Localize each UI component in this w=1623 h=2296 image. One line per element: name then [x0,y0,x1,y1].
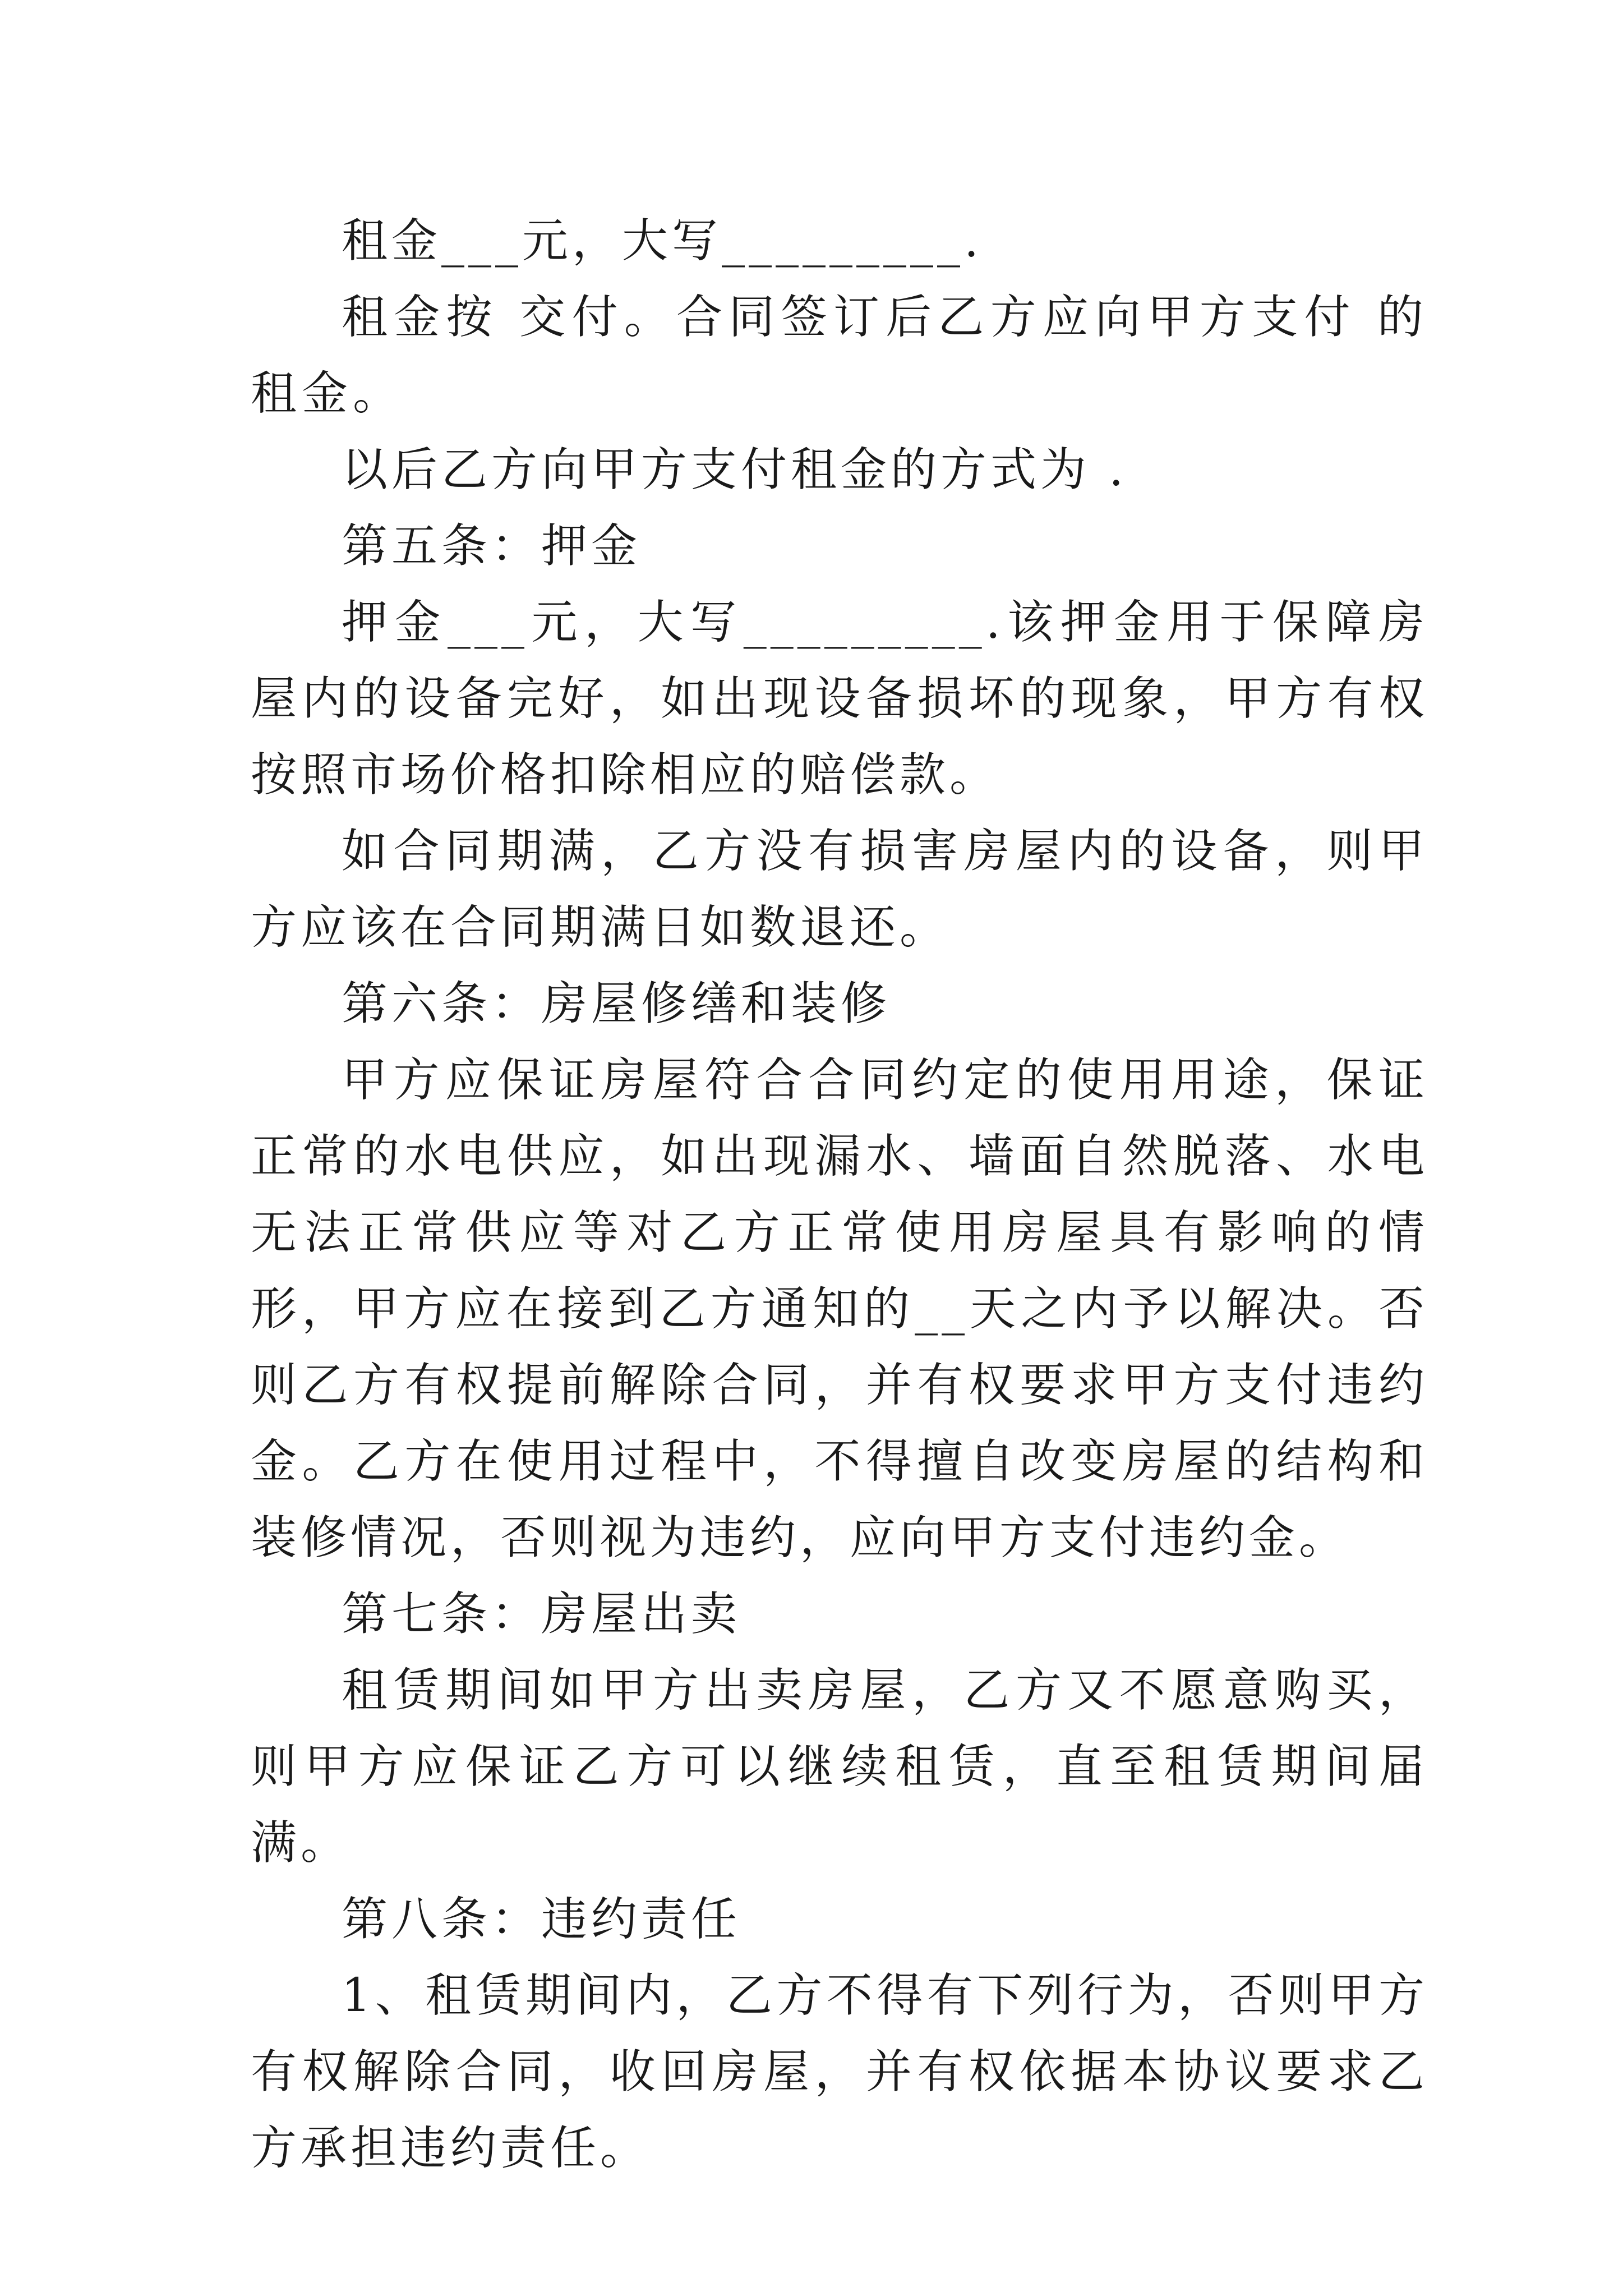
paragraph-repair: 甲方应保证房屋符合合同约定的使用用途，保证正常的水电供应，如出现漏水、墙面自然脱落、水电无法正常供应等对乙方正常使用房屋具有影响的情形，甲方应在接到乙方通知的__天之内予以解决。否则乙方有权提前解除合同，并有权要求甲方支付违约金。乙方在使用过程中，不得擅自改变房屋的结构和装修情况，否则视为违约，应向甲方支付违约金。 [251,1053,1428,1565]
paragraph-rent-payment: 租金按 交付。合同签订后乙方应向甲方支付 的租金。 [251,291,1428,420]
article-5-heading: 第五条：押金 [342,519,642,573]
paragraph-deposit: 押金___元，大写_________.该押金用于保障房屋内的设备完好，如出现设备损坏的现象，甲方有权按照市场价格扣除相应的赔偿款。 [251,596,1428,802]
paragraph-liability-1: 1、租赁期间内，乙方不得有下列行为，否则甲方有权解除合同，收回房屋，并有权依据本协议要求乙方承担违约责任。 [251,1969,1428,2175]
article-6-heading: 第六条：房屋修缮和装修 [342,977,891,1030]
paragraph-sale: 租赁期间如甲方出卖房屋，乙方又不愿意购买，则甲方应保证乙方可以继续租赁，直至租赁期间届满。 [251,1664,1428,1870]
paragraph-rent-amount: 租金___元，大写_________. [342,214,983,268]
document-body [251,203,1428,2187]
paragraph-deposit-refund: 如合同期满，乙方没有损害房屋内的设备，则甲方应该在合同期满日如数退还。 [251,825,1428,954]
article-8-heading: 第八条：违约责任 [342,1893,741,1946]
paragraph-rent-method: 以后乙方向甲方支付租金的方式为 . [342,443,1128,496]
article-7-heading: 第七条：房屋出卖 [342,1588,741,1641]
